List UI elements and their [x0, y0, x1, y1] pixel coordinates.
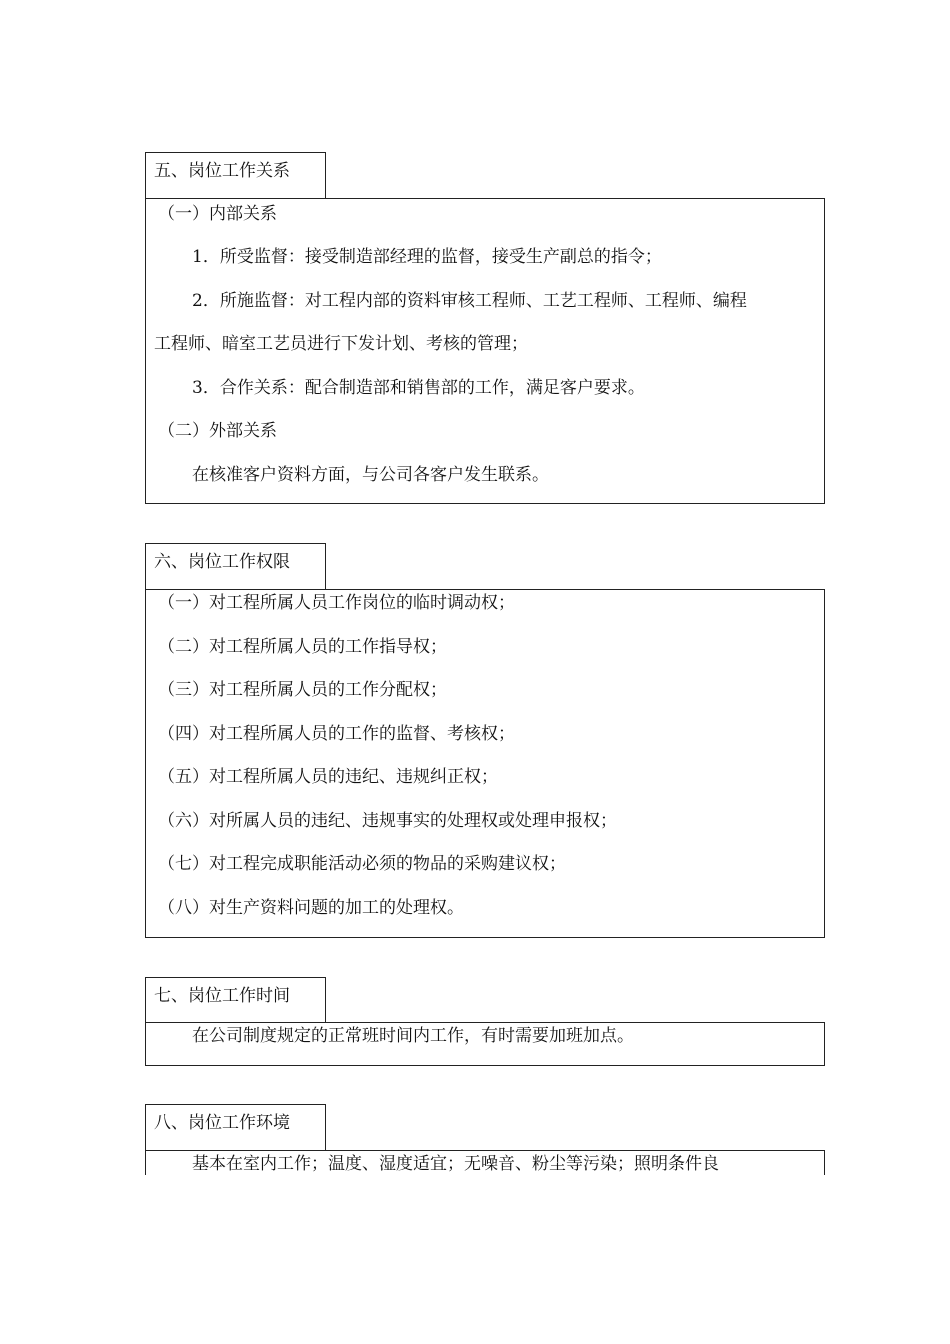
section-eight-heading-box: [145, 1104, 326, 1151]
section-six-line-3: （三）对工程所属人员的工作分配权；: [158, 680, 447, 700]
section-seven-content: [145, 1022, 825, 1066]
section-five-heading: 五、岗位工作关系: [154, 161, 290, 181]
section-five-line-4: 工程师、暗室工艺员进行下发计划、考核的管理；: [154, 334, 528, 354]
section-six-line-6: （六）对所属人员的违纪、违规事实的处理权或处理申报权；: [158, 811, 617, 831]
section-six-line-1: （一）对工程所属人员工作岗位的临时调动权；: [158, 593, 515, 613]
section-five-heading-box: [145, 152, 326, 199]
section-six-content: [145, 589, 825, 938]
section-five-line-1: （一）内部关系: [158, 204, 277, 224]
section-seven-line-1: 在公司制度规定的正常班时间内工作，有时需要加班加点。: [192, 1026, 634, 1046]
section-seven-heading: 七、岗位工作时间: [154, 986, 290, 1006]
section-seven-heading-box: [145, 977, 326, 1024]
section-six-line-7: （七）对工程完成职能活动必须的物品的采购建议权；: [158, 854, 566, 874]
section-five-line-2: 1．所受监督：接受制造部经理的监督，接受生产副总的指令；: [192, 247, 662, 267]
section-six-line-5: （五）对工程所属人员的违纪、违规纠正权；: [158, 767, 498, 787]
section-eight-content: [145, 1150, 825, 1175]
section-five-line-7: 在核准客户资料方面，与公司各客户发生联系。: [192, 465, 549, 485]
section-six-heading-box: [145, 543, 326, 590]
section-five-line-6: （二）外部关系: [158, 421, 277, 441]
section-eight-heading: 八、岗位工作环境: [154, 1113, 290, 1133]
section-six-line-4: （四）对工程所属人员的工作的监督、考核权；: [158, 724, 515, 744]
section-five-line-5: 3．合作关系：配合制造部和销售部的工作，满足客户要求。: [192, 378, 645, 398]
section-five-line-3: 2．所施监督：对工程内部的资料审核工程师、工艺工程师、工程师、编程: [192, 291, 747, 311]
section-six-line-2: （二）对工程所属人员的工作指导权；: [158, 637, 447, 657]
section-six-heading: 六、岗位工作权限: [154, 552, 290, 572]
section-six-line-8: （八）对生产资料问题的加工的处理权。: [158, 898, 464, 918]
section-five-content: [145, 198, 825, 504]
section-eight-line-1: 基本在室内工作；温度、湿度适宜；无噪音、粉尘等污染；照明条件良: [192, 1154, 719, 1174]
